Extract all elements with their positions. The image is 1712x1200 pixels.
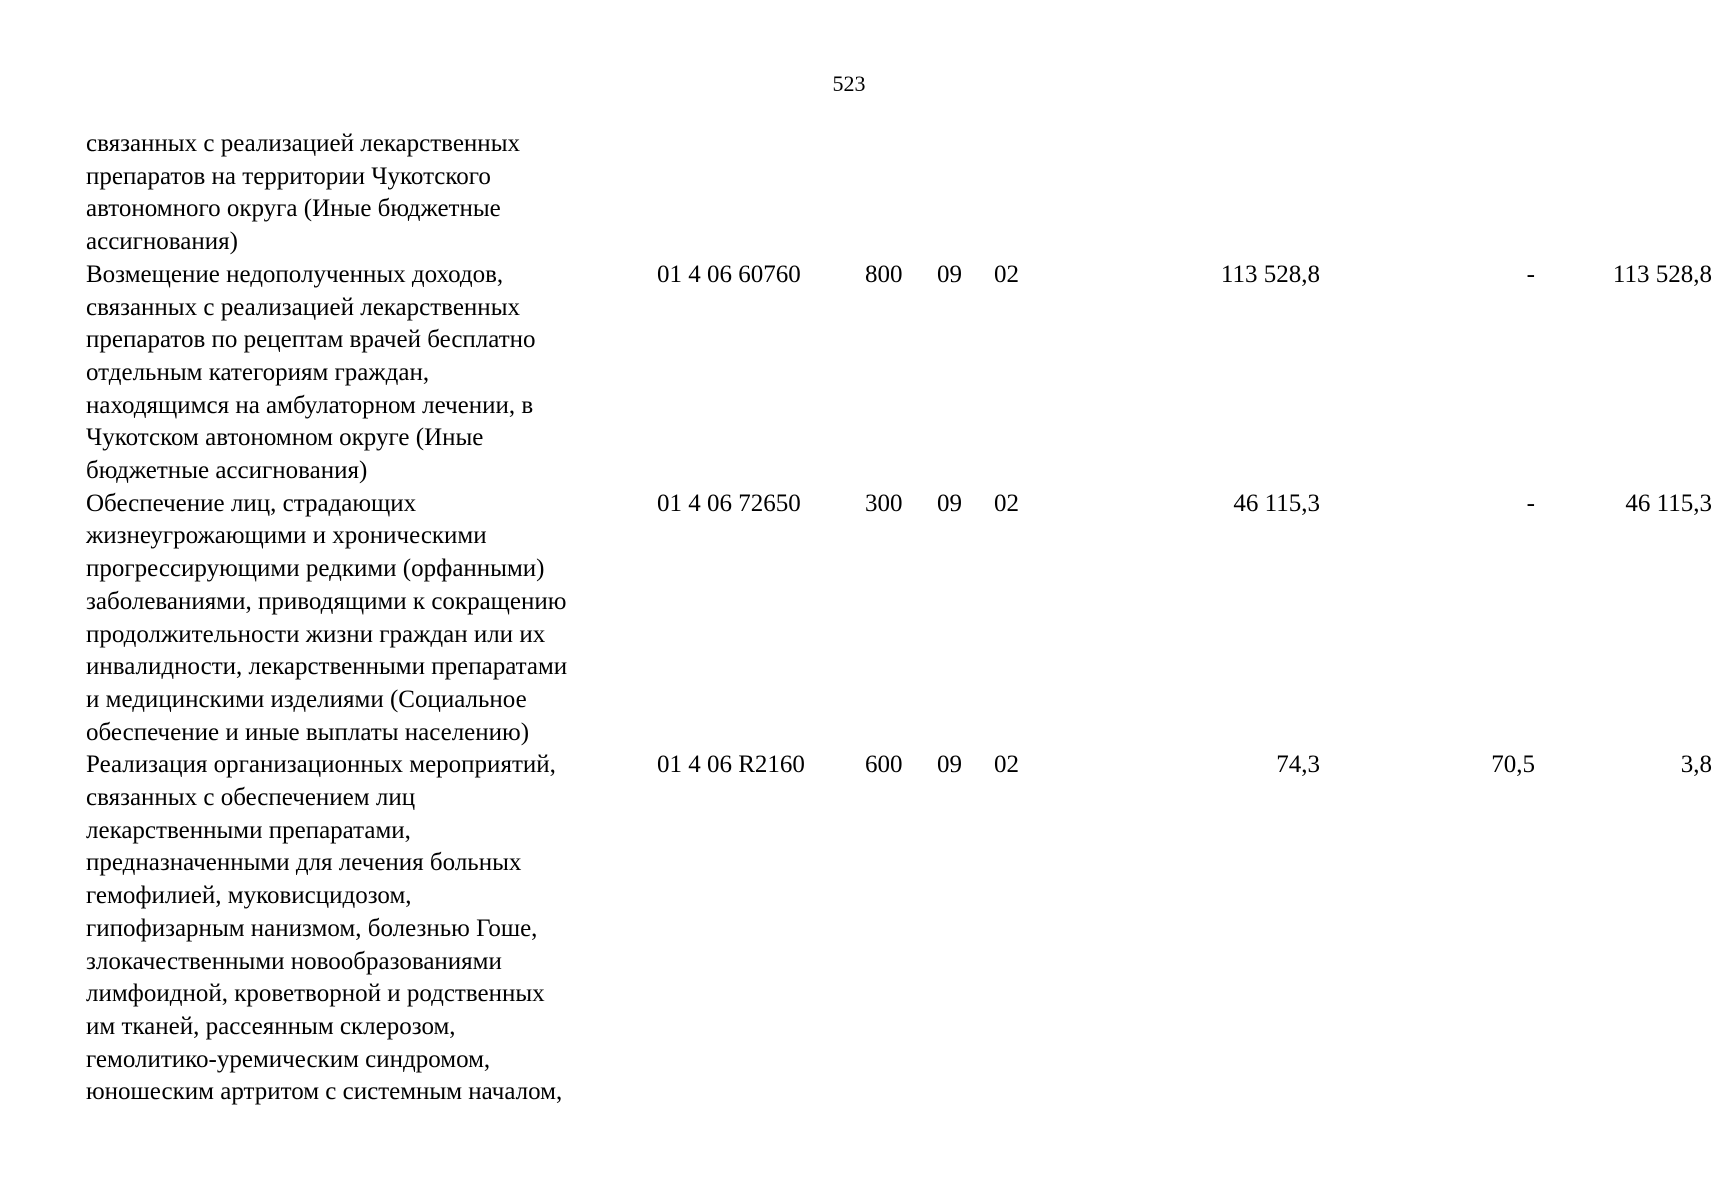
row-description: Обеспечение лиц, страдающих жизнеугрожающими и хроническими прогрессирующими редкими (орфанными) заболеваниями, приводящими к сокращению продолжительности жизни граждан или их инвалидности, лекарственными препаратами и медицинскими изделиями (Социальное обеспечение и иные выплаты населению): [86, 489, 568, 746]
row-amount-3: 113 528,8: [1612, 260, 1712, 288]
row-amount-2: -: [1526, 489, 1535, 517]
row-amount-total: 113 528,8: [1220, 260, 1320, 288]
row-amount-3: 46 115,3: [1625, 489, 1712, 517]
row-amount-2: -: [1526, 260, 1535, 288]
row-section: 09: [937, 489, 962, 517]
row-amount-total: 74,3: [1276, 751, 1320, 779]
row-expense-type: 600: [865, 751, 903, 779]
row-description: Возмещение недополученных доходов, связанных с реализацией лекарственных препаратов по рецептам врачей бесплатно отдельным категориям граждан, находящимся на амбулаторном лечении, в Чукотском автономном округе (Иные бюджетные ассигнования): [86, 260, 536, 485]
table-row: [86, 488, 1712, 750]
row-target-code: 01 4 06 R2160: [657, 751, 805, 779]
row-subsection: 02: [994, 489, 1019, 517]
budget-table: [86, 128, 1712, 1109]
row-description: связанных с реализацией лекарственных препаратов на территории Чукотского автономного округа (Иные бюджетные ассигнования): [86, 130, 520, 256]
row-amount-3: 3,8: [1680, 751, 1712, 779]
table-row: [86, 128, 1626, 259]
row-subsection: 02: [994, 751, 1019, 779]
row-amount-2: 70,5: [1491, 751, 1535, 779]
row-section: 09: [937, 751, 962, 779]
row-subsection: 02: [994, 260, 1019, 288]
row-target-code: 01 4 06 60760: [657, 260, 801, 288]
row-section: 09: [937, 260, 962, 288]
row-expense-type: 800: [865, 260, 903, 288]
table-row: [86, 259, 1712, 488]
row-description: Реализация организационных мероприятий, связанных с обеспечением лиц лекарственными препаратами, предназначенными для лечения больных гемофилией, муковисцидозом, гипофизарным нанизмом, болезнью Гоше, злокачественными новообразованиями лимфоидной, кроветворной и родственных им тканей, рассеянным склерозом, гемолитико-уремическим синдромом, юношеским артритом с системным началом,: [86, 751, 563, 1106]
page-number: 523: [832, 71, 866, 96]
table-row: [86, 749, 1712, 1109]
row-amount-total: 46 115,3: [1233, 489, 1320, 517]
row-target-code: 01 4 06 72650: [657, 489, 801, 517]
row-expense-type: 300: [865, 489, 903, 517]
